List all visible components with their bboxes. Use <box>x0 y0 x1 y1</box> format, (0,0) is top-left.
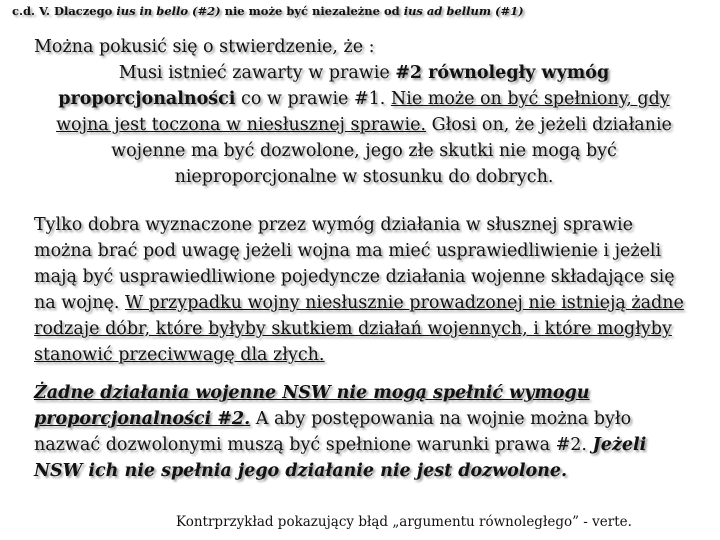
paragraph-1-bold-requirement: #2 równoległy wymóg proporcjonalności <box>58 63 610 109</box>
slide-footer: Kontrprzykład pokazujący błąd „argumentu równoległego” - verte. <box>176 514 632 530</box>
paragraph-1-text-a: Musi istnieć zawarty w prawie <box>118 63 396 83</box>
paragraph-3-text: A aby postępowania na wojnie można było nazwać dozwolonymi muszą być spełnione warunki prawa #2. <box>34 409 632 455</box>
paragraph-1-text-c: Głosi on, że jeżeli działanie wojenne ma być dozwolone, jego złe skutki nie mogą być nieproporcjonalne w stosunku do dobrych. <box>111 115 672 187</box>
paragraph-1 <box>34 34 694 190</box>
paragraph-2-underlined: W przypadku wojny niesłusznie prowadzonej nie istnieją żadne rodzaje dóbr, które byłyby skutkiem działań wojennych, i które mogłyby stanowić przeciwwagę dla złych. <box>34 293 684 365</box>
paragraph-1-intro: Można pokusić się o stwierdzenie, że : <box>34 37 375 57</box>
paragraph-2 <box>34 212 694 368</box>
paragraph-1-text-b: co w prawie #1. <box>235 89 391 109</box>
header-term-ius-ad-bellum: ius ad bellum (#1) <box>403 4 524 18</box>
paragraph-1-body <box>34 60 694 190</box>
paragraph-1-underlined: Nie może on być spełniony, gdy wojna jest toczona w niesłusznej sprawie. <box>56 89 670 135</box>
header-text-1: c.d. V. Dlaczego <box>12 4 117 18</box>
paragraph-3 <box>34 380 694 484</box>
slide-header <box>12 4 712 18</box>
paragraph-3-conclusion: Jeżeli NSW ich nie spełnia jego działanie nie jest dozwolone. <box>34 435 647 481</box>
header-term-ius-in-bello: ius in bello (#2) <box>116 4 221 18</box>
paragraph-3-emphasis: Żadne działania wojenne NSW nie mogą spełnić wymogu proporcjonalności #2. <box>34 383 590 429</box>
header-text-2: nie może być niezależne od <box>220 4 404 18</box>
paragraph-2-text: Tylko dobra wyznaczone przez wymóg działania w słusznej sprawie można brać pod uwagę jeżeli wojna ma mieć usprawiedliwienie i jeżeli mają być usprawiedliwione pojedyncze działania wojenne składające się na wojnę. <box>34 215 675 313</box>
